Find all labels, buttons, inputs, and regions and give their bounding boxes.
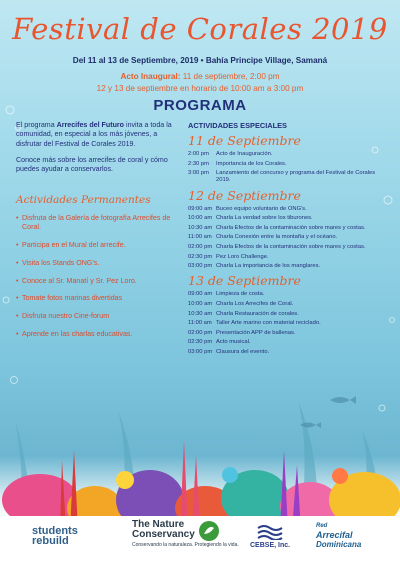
time: 10:30 am — [188, 224, 213, 231]
schedule-row — [188, 225, 388, 232]
list-item: • Participa en el Mural del arrecife. — [16, 241, 176, 250]
logo-text: CEBSE, Inc. — [250, 542, 291, 549]
time: 09:00 am — [188, 291, 213, 298]
schedule-row — [188, 234, 388, 241]
intro-column — [16, 121, 176, 181]
list-item: • Conoce al Sr. Manatí y Sr. Pez Loro. — [16, 277, 176, 286]
permanent-heading: Actividades Permanentes — [16, 194, 151, 206]
day-heading: 13 de Septiembre — [188, 273, 301, 289]
intro-paragraph-2: Conoce más sobre los arrecifes de coral y cómo puedes ayudar a conservarlos. — [16, 155, 168, 174]
activity: Lanzamiento del concurso y programa del Festival de Corales 2019. — [216, 170, 376, 184]
schedule-note: 12 y 13 de septiembre en horario de 10:00 am a 3:00 pm — [96, 84, 304, 93]
inaugural-label: Acto Inaugural: — [120, 72, 181, 81]
schedule-row — [188, 161, 388, 168]
activity: Clausura del evento. — [216, 348, 270, 355]
schedule-row — [188, 320, 388, 327]
time: 02:00 pm — [188, 243, 213, 250]
schedule-row — [188, 339, 388, 346]
schedule-row — [188, 263, 388, 270]
logo-text: Dominicana — [316, 540, 362, 549]
special-heading: ACTIVIDADES ESPECIALES — [188, 121, 287, 130]
special-activities — [188, 121, 388, 359]
schedule-row — [188, 215, 388, 222]
activity: Acto de Inauguración. — [216, 151, 273, 157]
time: 03:00 pm — [188, 263, 213, 270]
schedule-row — [188, 151, 388, 158]
activity: Charla La verdad sobre los tiburones. — [216, 215, 313, 222]
time: 11:00 am — [188, 234, 212, 241]
time: 03:00 pm — [188, 348, 213, 355]
logo-text: rebuild — [32, 535, 69, 547]
logo-text: Red — [316, 523, 328, 529]
schedule-row — [188, 291, 388, 298]
time: 2:30 pm — [188, 160, 209, 167]
logo-text: students — [32, 525, 78, 537]
activity: Charla Efectos de la contaminación sobre mares y costas. — [216, 243, 366, 250]
intro-before: El programa — [16, 121, 57, 129]
red-arrecifal-logo — [316, 522, 361, 549]
tnc-leaf-icon — [198, 520, 220, 542]
time: 10:00 am — [188, 300, 213, 307]
schedule-row — [188, 349, 388, 356]
activity: Importancia de los Corales. — [216, 160, 287, 167]
programa-heading: PROGRAMA — [153, 97, 247, 114]
cebse-logo — [250, 524, 290, 549]
inaugural-line — [0, 72, 400, 81]
schedule-row — [188, 244, 388, 251]
activity: Pez Loro Challenge. — [216, 253, 269, 260]
inaugural-value: 11 de septiembre, 2:00 pm — [180, 72, 280, 81]
coral-reef-illustration — [0, 380, 400, 530]
activity: Charla Restauración de corales. — [216, 310, 299, 317]
list-item: • Aprende en las charlas educativas. — [16, 330, 176, 339]
activity: Charla Los Arrecifes de Coral. — [216, 300, 294, 307]
time: 02:30 pm — [188, 339, 213, 346]
students-rebuild-logo — [32, 526, 78, 546]
list-item: • Tomate fotos marinas divertidas — [16, 294, 176, 303]
list-item: • Disfruta nuestro Cine-forum — [16, 312, 176, 321]
day-heading: 11 de Septiembre — [188, 133, 301, 148]
time: 02:00 pm — [188, 329, 213, 336]
schedule-row — [188, 206, 388, 213]
activity: Charla Efectos de la contaminación sobre mares y costas. — [216, 224, 366, 231]
intro-highlight: Arrecifes del Futuro — [56, 121, 125, 129]
logo-text: Conservancy — [132, 529, 195, 540]
time: 2:00 pm — [188, 151, 209, 157]
schedule-row — [188, 330, 388, 337]
activity: Buceo equipo voluntario de ONG's. — [216, 205, 307, 212]
list-item: • Disfruta de la Galería de fotografía Arrecifes de Coral. — [16, 214, 176, 233]
list-item: • Visita los Stands ONG's. — [16, 259, 176, 268]
permanent-list — [16, 214, 176, 348]
schedule-row — [188, 254, 388, 261]
activity: Acto musical. — [216, 339, 251, 346]
activity: Taller Arte marino con material reciclado. — [216, 320, 321, 327]
time: 3:00 pm — [188, 170, 209, 177]
time: 09:00 am — [188, 205, 213, 212]
schedule-row — [188, 170, 388, 184]
intro-paragraph — [16, 121, 176, 149]
activity: Charla Conexión entre la montaña y el océano. — [216, 234, 338, 241]
intro-after: invita a toda la comunidad, en especial a los más jóvenes, a disfrutar del Festival de Corales 2019. — [16, 121, 172, 148]
festival-title: Festival de Corales 2019 — [12, 12, 388, 46]
activity: Limpieza de costa. — [216, 291, 265, 298]
schedule-row — [188, 311, 388, 318]
activity: Charla La importancia de los manglares. — [216, 263, 321, 270]
time: 10:30 am — [188, 310, 213, 317]
schedule-row — [188, 301, 388, 308]
date-location: Del 11 al 13 de Septiembre, 2019 • Bahía Principe Village, Samaná — [72, 56, 328, 65]
activity: Presentación APP de ballenas. — [216, 329, 296, 336]
logo-text: The Nature — [132, 519, 185, 530]
time: 10:00 am — [188, 215, 213, 222]
time: 02:30 pm — [188, 253, 213, 260]
nature-conservancy-logo — [132, 520, 239, 548]
cebse-wave-icon — [257, 524, 283, 540]
logo-text: Arrecifal — [316, 530, 353, 540]
day-heading: 12 de Septiembre — [188, 187, 301, 203]
logo-tagline: Conservando la naturaleza. Protegiendo la vida. — [132, 542, 239, 548]
time: 11:00 am — [188, 320, 212, 327]
